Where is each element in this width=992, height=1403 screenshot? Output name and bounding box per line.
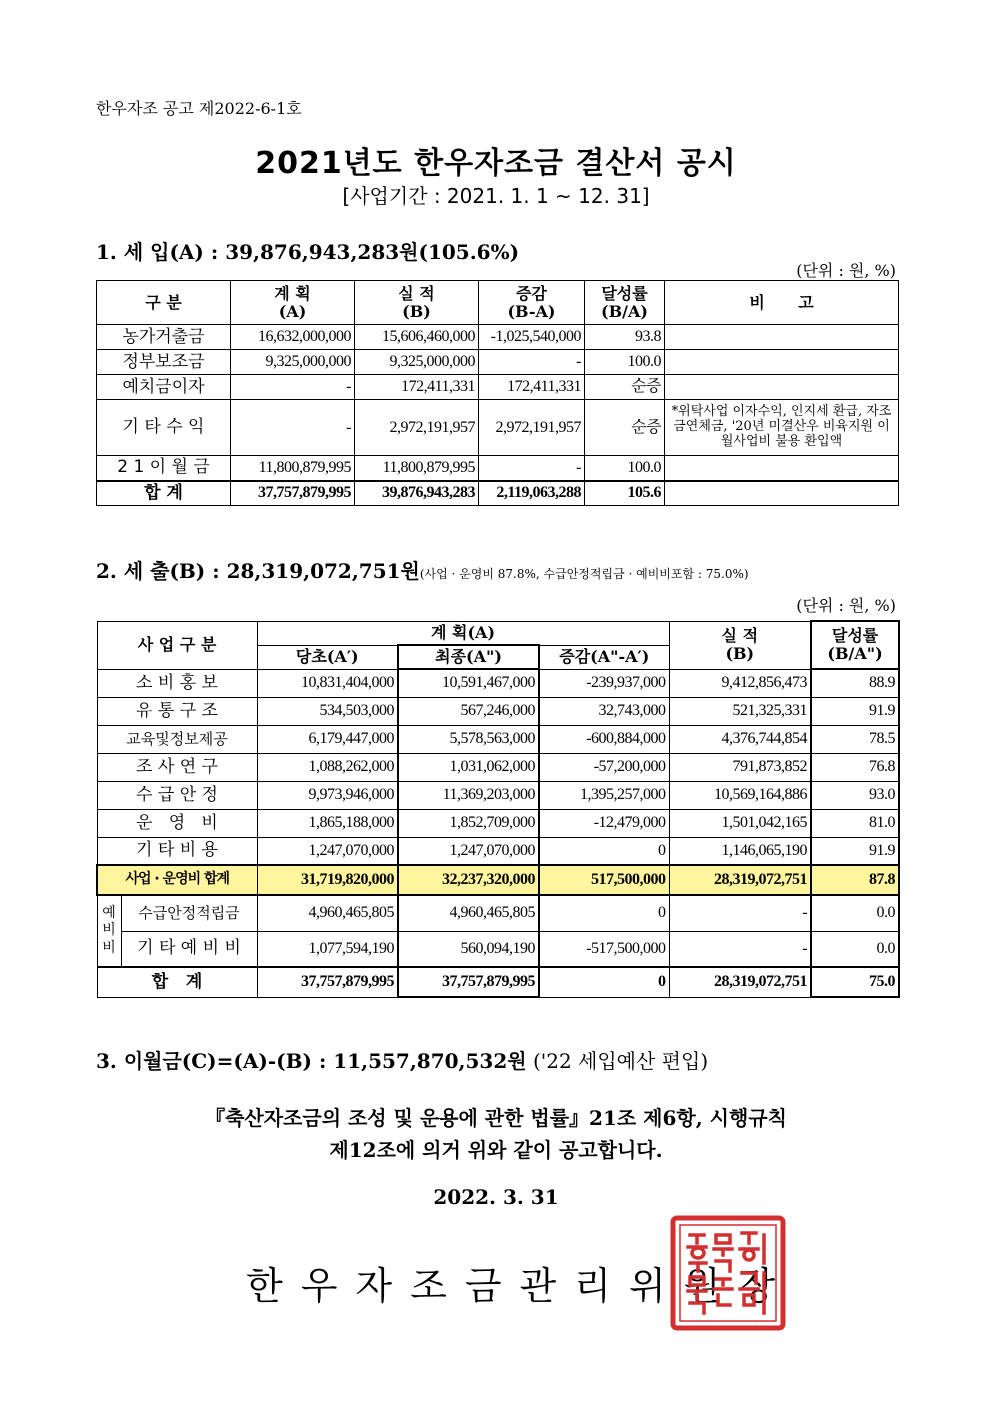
expense-heading-note: (사업 · 운영비 87.8%, 수급안정적립금 · 예비비포함 : 75.0%) bbox=[419, 567, 749, 581]
actual-cell: 15,606,460,000 bbox=[355, 325, 479, 350]
actual-cell: 39,876,943,283 bbox=[355, 481, 479, 506]
initial-cell: 10,831,404,000 bbox=[257, 669, 398, 697]
table-row bbox=[97, 895, 899, 931]
diff-cell: -1,025,540,000 bbox=[479, 325, 585, 350]
rate-cell: 91.9 bbox=[811, 697, 899, 725]
col-plan-initial: 당초(A′) bbox=[257, 645, 398, 669]
initial-cell: 9,973,946,000 bbox=[257, 781, 398, 809]
initial-cell: 6,179,447,000 bbox=[257, 725, 398, 753]
row-label: 사업 · 운영비 합계 bbox=[97, 865, 257, 895]
final-cell: 5,578,563,000 bbox=[398, 725, 539, 753]
rate-cell: 순증 bbox=[585, 375, 665, 400]
table-row bbox=[97, 809, 899, 837]
final-cell: 32,237,320,000 bbox=[398, 865, 539, 895]
row-label: 예치금이자 bbox=[97, 375, 231, 400]
final-cell: 1,852,709,000 bbox=[398, 809, 539, 837]
col-diff: 증감 (B-A) bbox=[479, 281, 585, 325]
plan-cell: 16,632,000,000 bbox=[231, 325, 355, 350]
rate-cell: 순증 bbox=[585, 400, 665, 456]
col-category: 사 업 구 분 bbox=[97, 621, 257, 669]
rate-cell: 87.8 bbox=[811, 865, 899, 895]
document-number: 한우자조 공고 제2022-6-1호 bbox=[96, 99, 302, 118]
row-label: 수 급 안 정 bbox=[97, 781, 257, 809]
rate-cell: 100.0 bbox=[585, 350, 665, 375]
final-cell: 10,591,467,000 bbox=[398, 669, 539, 697]
actual-cell: 1,501,042,165 bbox=[669, 809, 811, 837]
initial-cell: 4,960,465,805 bbox=[257, 895, 398, 931]
table-row bbox=[97, 350, 899, 375]
diff-cell: 2,119,063,288 bbox=[479, 481, 585, 506]
row-label: 기 타 예 비 비 bbox=[121, 931, 257, 967]
col-category: 구 분 bbox=[97, 281, 231, 325]
diff-cell: -57,200,000 bbox=[539, 753, 669, 781]
actual-cell: 9,412,856,473 bbox=[669, 669, 811, 697]
notice-date: 2022. 3. 31 bbox=[433, 1185, 559, 1209]
initial-cell: 37,757,879,995 bbox=[257, 967, 398, 997]
total-row bbox=[97, 481, 899, 506]
note-cell bbox=[665, 375, 899, 400]
final-cell: 567,246,000 bbox=[398, 697, 539, 725]
plan-cell: 9,325,000,000 bbox=[231, 350, 355, 375]
table-row bbox=[97, 753, 899, 781]
initial-cell: 1,088,262,000 bbox=[257, 753, 398, 781]
final-cell: 11,369,203,000 bbox=[398, 781, 539, 809]
carryover-label: 3. 이월금(C)=(A)-(B) : 11,557,870,532원 bbox=[96, 1049, 527, 1073]
legal-notice bbox=[0, 1102, 992, 1166]
final-cell: 1,247,070,000 bbox=[398, 837, 539, 865]
table-row bbox=[97, 669, 899, 697]
plan-cell: - bbox=[231, 375, 355, 400]
plan-cell: 11,800,879,995 bbox=[231, 456, 355, 481]
col-plan: 계 획(A) bbox=[257, 621, 669, 645]
actual-cell: 1,146,065,190 bbox=[669, 837, 811, 865]
row-label: 정부보조금 bbox=[97, 350, 231, 375]
expense-table bbox=[96, 620, 900, 998]
income-heading: 1. 세 입(A) : 39,876,943,283원(105.6%) bbox=[96, 240, 520, 264]
col-actual: 실 적 (B) bbox=[669, 621, 811, 669]
table-row bbox=[97, 697, 899, 725]
initial-cell: 31,719,820,000 bbox=[257, 865, 398, 895]
row-label: 조 사 연 구 bbox=[97, 753, 257, 781]
diff-cell: 0 bbox=[539, 895, 669, 931]
diff-cell: - bbox=[479, 350, 585, 375]
actual-cell: 521,325,331 bbox=[669, 697, 811, 725]
initial-cell: 534,503,000 bbox=[257, 697, 398, 725]
diff-cell: -12,479,000 bbox=[539, 809, 669, 837]
actual-cell: 11,800,879,995 bbox=[355, 456, 479, 481]
actual-cell: 791,873,852 bbox=[669, 753, 811, 781]
final-cell: 560,094,190 bbox=[398, 931, 539, 967]
rate-cell: 75.0 bbox=[811, 967, 899, 997]
col-plan: 계 획 (A) bbox=[231, 281, 355, 325]
note-cell bbox=[665, 350, 899, 375]
note-cell bbox=[665, 456, 899, 481]
diff-cell: 2,972,191,957 bbox=[479, 400, 585, 456]
reserve-group-label: 예 비 비 bbox=[97, 895, 121, 967]
row-label: 운 영 비 bbox=[97, 809, 257, 837]
table-row bbox=[97, 781, 899, 809]
actual-cell: 10,569,164,886 bbox=[669, 781, 811, 809]
row-label: 교육및정보제공 bbox=[97, 725, 257, 753]
diff-cell: 172,411,331 bbox=[479, 375, 585, 400]
subtotal-row bbox=[97, 865, 899, 895]
row-label: 농가거출금 bbox=[97, 325, 231, 350]
note-cell bbox=[665, 325, 899, 350]
col-rate: 달성률 (B/A) bbox=[585, 281, 665, 325]
diff-cell: -517,500,000 bbox=[539, 931, 669, 967]
table-row bbox=[97, 837, 899, 865]
diff-cell: 0 bbox=[539, 837, 669, 865]
rate-cell: 0.0 bbox=[811, 931, 899, 967]
row-label: 소 비 홍 보 bbox=[97, 669, 257, 697]
col-plan-final: 최종(A") bbox=[398, 645, 539, 669]
initial-cell: 1,865,188,000 bbox=[257, 809, 398, 837]
actual-cell: 2,972,191,957 bbox=[355, 400, 479, 456]
rate-cell: 93.0 bbox=[811, 781, 899, 809]
signer-name: 한우자조금관리위원장 bbox=[246, 1264, 794, 1308]
col-actual: 실 적 (B) bbox=[355, 281, 479, 325]
income-table bbox=[96, 280, 899, 506]
row-label: 2 1 이 월 금 bbox=[97, 456, 231, 481]
table-row bbox=[97, 931, 899, 967]
final-cell: 4,960,465,805 bbox=[398, 895, 539, 931]
table-row bbox=[97, 400, 899, 456]
income-unit-label: (단위 : 원, %) bbox=[796, 261, 896, 280]
row-label: 합 계 bbox=[97, 967, 257, 997]
initial-cell: 1,247,070,000 bbox=[257, 837, 398, 865]
diff-cell: -239,937,000 bbox=[539, 669, 669, 697]
table-row bbox=[97, 325, 899, 350]
rate-cell: 78.5 bbox=[811, 725, 899, 753]
plan-cell: - bbox=[231, 400, 355, 456]
rate-cell: 105.6 bbox=[585, 481, 665, 506]
expense-header-row bbox=[97, 621, 899, 645]
rate-cell: 81.0 bbox=[811, 809, 899, 837]
notice-line-2: 제12조에 의거 위와 같이 공고합니다. bbox=[329, 1138, 663, 1162]
page-title: 2021년도 한우자조금 결산서 공시 bbox=[255, 146, 737, 181]
rate-cell: 76.8 bbox=[811, 753, 899, 781]
diff-cell: 32,743,000 bbox=[539, 697, 669, 725]
rate-cell: 93.8 bbox=[585, 325, 665, 350]
final-cell: 1,031,062,000 bbox=[398, 753, 539, 781]
actual-cell: 28,319,072,751 bbox=[669, 865, 811, 895]
table-row bbox=[97, 725, 899, 753]
carryover-note: ('22 세입예산 편입) bbox=[532, 1049, 709, 1073]
business-period: [사업기간 : 2021. 1. 1 ~ 12. 31] bbox=[342, 184, 650, 208]
actual-cell: 28,319,072,751 bbox=[669, 967, 811, 997]
row-label: 수급안정적립금 bbox=[121, 895, 257, 931]
official-seal-icon bbox=[670, 1215, 786, 1331]
income-header-row bbox=[97, 281, 899, 325]
diff-cell: -600,884,000 bbox=[539, 725, 669, 753]
diff-cell: - bbox=[479, 456, 585, 481]
actual-cell: - bbox=[669, 931, 811, 967]
final-cell: 37,757,879,995 bbox=[398, 967, 539, 997]
rate-cell: 0.0 bbox=[811, 895, 899, 931]
col-rate: 달성률 (B/A") bbox=[811, 621, 899, 669]
note-cell: *위탁사업 이자수익, 인지세 환급, 자조금연체금, '20년 미결산우 비육지원 이월사업비 불용 환입액 bbox=[665, 400, 899, 456]
expense-heading-main: 2. 세 출(B) : 28,319,072,751원 bbox=[96, 559, 420, 583]
actual-cell: 9,325,000,000 bbox=[355, 350, 479, 375]
note-cell bbox=[665, 481, 899, 506]
notice-line-1: 『축산자조금의 조성 및 운용에 관한 법률』21조 제6항, 시행규칙 bbox=[205, 1106, 787, 1130]
actual-cell: 4,376,744,854 bbox=[669, 725, 811, 753]
initial-cell: 1,077,594,190 bbox=[257, 931, 398, 967]
row-label: 합 계 bbox=[97, 481, 231, 506]
diff-cell: 517,500,000 bbox=[539, 865, 669, 895]
expense-unit-label: (단위 : 원, %) bbox=[796, 596, 896, 615]
table-row bbox=[97, 456, 899, 481]
expense-heading bbox=[96, 555, 749, 584]
total-row bbox=[97, 967, 899, 997]
col-note: 비 고 bbox=[665, 281, 899, 325]
actual-cell: - bbox=[669, 895, 811, 931]
rate-cell: 91.9 bbox=[811, 837, 899, 865]
col-plan-diff: 증감(A"-A′) bbox=[539, 645, 669, 669]
diff-cell: 0 bbox=[539, 967, 669, 997]
row-label: 유 통 구 조 bbox=[97, 697, 257, 725]
row-label: 기 타 수 익 bbox=[97, 400, 231, 456]
diff-cell: 1,395,257,000 bbox=[539, 781, 669, 809]
rate-cell: 88.9 bbox=[811, 669, 899, 697]
row-label: 기 타 비 용 bbox=[97, 837, 257, 865]
rate-cell: 100.0 bbox=[585, 456, 665, 481]
plan-cell: 37,757,879,995 bbox=[231, 481, 355, 506]
carryover-line bbox=[96, 1045, 708, 1074]
table-row bbox=[97, 375, 899, 400]
actual-cell: 172,411,331 bbox=[355, 375, 479, 400]
